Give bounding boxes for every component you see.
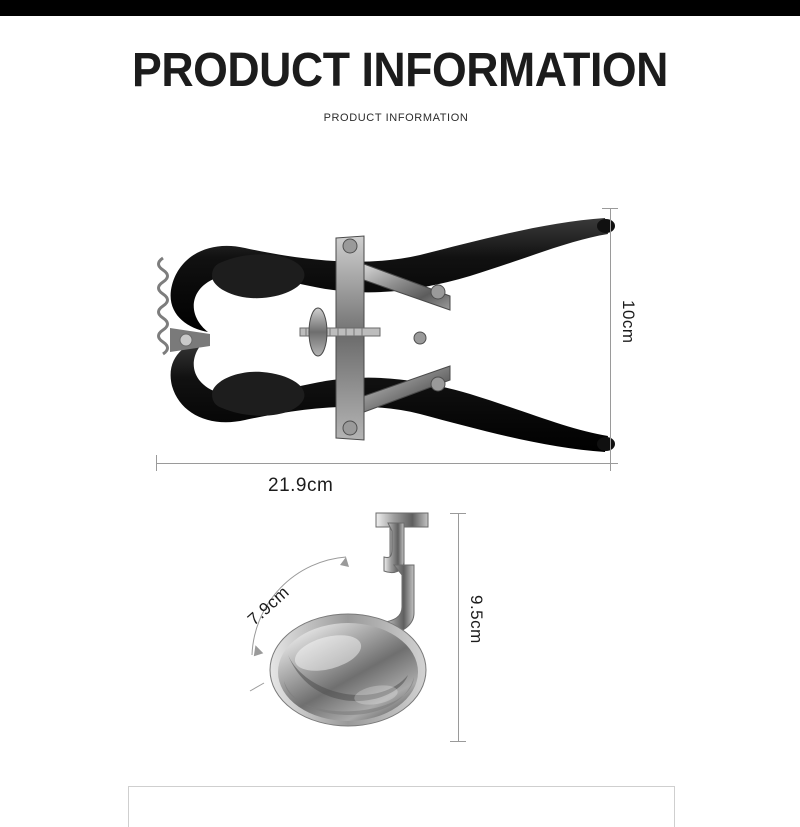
page-subtitle: PRODUCT INFORMATION <box>323 112 469 125</box>
dimension-cap-right <box>610 455 611 471</box>
bowl-height-label: 9.5cm <box>467 595 486 644</box>
top-black-bar <box>0 0 800 16</box>
dimension-cap-top <box>602 208 618 209</box>
pliers-illustration <box>150 200 620 500</box>
figure-hanging-bowl <box>228 505 488 755</box>
header-block <box>0 46 800 124</box>
bowl-diameter-label: 7.9cm <box>244 582 293 630</box>
bowl-dimension-line-height <box>458 513 459 741</box>
bowl-dimension-cap-top <box>450 513 466 514</box>
hook-bracket <box>376 513 428 635</box>
dimension-cap-left <box>156 455 157 471</box>
pliers-height-label: 10cm <box>619 300 638 344</box>
bowl-dimension-cap-bottom <box>450 741 466 742</box>
bowl-illustration <box>228 505 488 755</box>
figure-pliers <box>150 200 638 500</box>
spring-coil <box>159 258 168 354</box>
bottom-panel-frame <box>128 786 675 827</box>
dimension-line-width <box>156 463 611 464</box>
pliers-width-label: 21.9cm <box>268 475 334 496</box>
dimension-line-height <box>610 208 611 463</box>
page-title: PRODUCT INFORMATION <box>132 44 668 97</box>
